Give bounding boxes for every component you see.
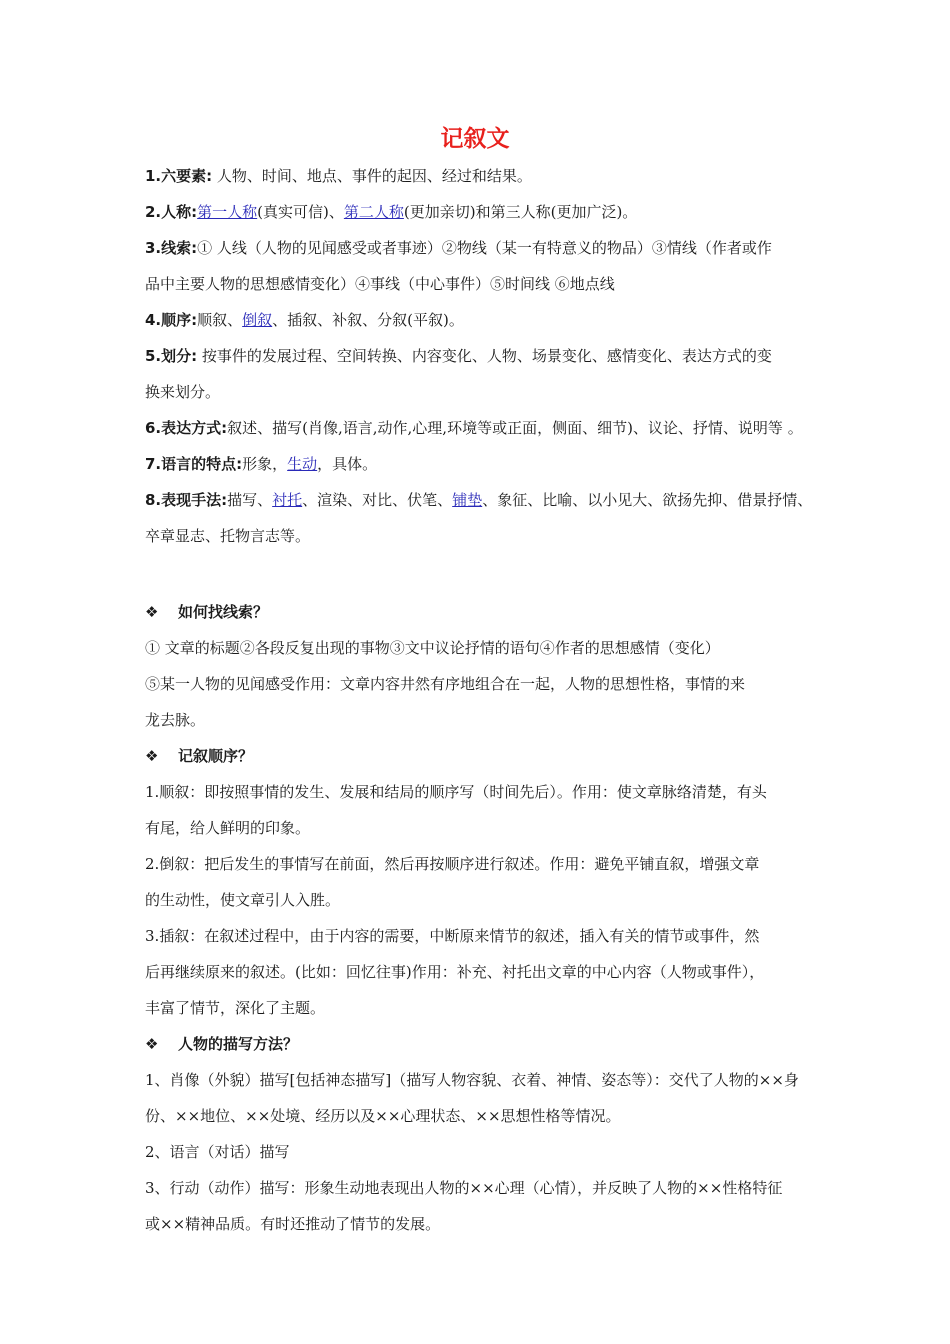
page-title: 记叙文 (440, 126, 510, 152)
paragraph-line: 丰富了情节，深化了主题。 (145, 999, 326, 1017)
character-item-1 (145, 1062, 815, 1134)
paragraph-line: 后再继续原来的叙述。(比如：回忆往事)作用：补充、衬托出文章的中心内容（人物或事件）， (145, 963, 765, 981)
link-foreshadow[interactable]: 铺垫 (452, 491, 483, 509)
point-number: 1. (145, 167, 162, 185)
point-number: 8. (145, 491, 162, 509)
section-heading-character (145, 1026, 815, 1062)
point-technique (145, 482, 815, 554)
section-heading-clues (145, 594, 815, 630)
point-key: 表达方式: (161, 419, 228, 437)
point-division (145, 338, 815, 410)
point-clue (145, 230, 815, 302)
point-text: 、插叙、补叙、分叙(平叙)。 (272, 311, 464, 329)
point-text: 卒章显志、托物言志等。 (145, 527, 311, 545)
point-text: 、象征、比喻、以小见大、欲扬先抑、借景抒情、 (482, 491, 813, 509)
paragraph-line: 份、××地位、××处境、经历以及××心理状态、××思想性格等情况。 (145, 1107, 621, 1125)
paragraph-line: ① 文章的标题②各段反复出现的事物③文中议论抒情的语句④作者的思想感情（变化） (145, 639, 720, 657)
point-text: 换来划分。 (145, 383, 221, 401)
paragraph-line: 3.插叙：在叙述过程中，由于内容的需要，中断原来情节的叙述，插入有关的情节或事件，然 (145, 927, 760, 945)
point-number: 3. (145, 239, 162, 257)
point-text: 按事件的发展过程、空间转换、内容变化、人物、场景变化、感情变化、表达方式的变 (197, 347, 772, 365)
point-text: 叙述、描写(肖像,语言,动作,心理,环境等或正面，侧面、细节)、议论、抒情、说明等 。 (227, 419, 803, 437)
point-text: ，具体。 (317, 455, 378, 473)
point-person (145, 194, 815, 230)
point-text: (更加亲切)和第三人称(更加广泛)。 (403, 203, 638, 221)
paragraph-line: 的生动性，使文章引人入胜。 (145, 891, 341, 909)
link-second-person[interactable]: 第二人称 (343, 203, 404, 221)
order-item-2 (145, 846, 815, 918)
point-number: 4. (145, 311, 162, 329)
section-heading-order (145, 738, 815, 774)
paragraph-line: 3、行动（动作）描写：形象生动地表现出人物的××心理（心情），并反映了人物的××性格特征 (145, 1179, 783, 1197)
paragraph-line: 1.顺叙：即按照事情的发生、发展和结局的顺序写（时间先后）。作用：使文章脉络清楚，有头 (145, 783, 767, 801)
point-key: 六要素: (161, 167, 213, 185)
character-item-2 (145, 1134, 815, 1170)
paragraph-line: 1、肖像（外貌）描写[包括神态描写]（描写人物容貌、衣着、神情、姿态等）：交代了人物的××身 (145, 1071, 799, 1089)
point-text: 描写、 (227, 491, 273, 509)
order-item-3 (145, 918, 815, 1026)
point-key: 语言的特点: (161, 455, 243, 473)
point-key: 线索: (161, 239, 198, 257)
point-key: 顺序: (161, 311, 198, 329)
point-key: 表现手法: (161, 491, 228, 509)
paragraph-line: ⑤某一人物的见闻感受作用：文章内容井然有序地组合在一起，人物的思想性格，事情的来 (145, 675, 746, 693)
point-elements (145, 158, 815, 194)
diamond-bullet-icon: ❖ (145, 1035, 159, 1053)
point-key: 人称: (161, 203, 198, 221)
document-body (145, 158, 815, 1242)
link-contrast[interactable]: 衬托 (272, 491, 303, 509)
paragraph-line: 有尾，给人鲜明的印象。 (145, 819, 311, 837)
link-flashback[interactable]: 倒叙 (242, 311, 273, 329)
point-text: 、渲染、对比、伏笔、 (302, 491, 453, 509)
point-text: (真实可信)、 (257, 203, 344, 221)
paragraph-line: 2.倒叙：把后发生的事情写在前面，然后再按顺序进行叙述。作用：避免平铺直叙，增强文章 (145, 855, 760, 873)
point-text: 品中主要人物的思想感情变化）④事线（中心事件）⑤时间线 ⑥地点线 (145, 275, 615, 293)
section-heading-text: 人物的描写方法？ (178, 1035, 299, 1053)
character-item-3 (145, 1170, 815, 1242)
section-heading-text: 如何找线索？ (178, 603, 269, 621)
spacer (145, 554, 815, 594)
paragraph-line: 2、语言（对话）描写 (145, 1143, 290, 1161)
link-vivid[interactable]: 生动 (287, 455, 318, 473)
paragraph-line: 或××精神品质。有时还推动了情节的发展。 (145, 1215, 441, 1233)
point-text: 人物、时间、地点、事件的起因、经过和结果。 (212, 167, 532, 185)
diamond-bullet-icon: ❖ (145, 603, 159, 621)
point-order (145, 302, 815, 338)
point-text: 形象， (242, 455, 288, 473)
point-key: 划分: (161, 347, 198, 365)
paragraph-line: 龙去脉。 (145, 711, 206, 729)
clues-paragraph (145, 630, 815, 738)
point-text: ① 人线（人物的见闻感受或者事迹）②物线（某一有特意义的物品）③情线（作者或作 (197, 239, 772, 257)
point-expression (145, 410, 815, 446)
point-number: 6. (145, 419, 162, 437)
section-heading-text: 记叙顺序？ (178, 747, 254, 765)
point-number: 5. (145, 347, 162, 365)
point-text: 顺叙、 (197, 311, 243, 329)
point-number: 7. (145, 455, 162, 473)
point-number: 2. (145, 203, 162, 221)
diamond-bullet-icon: ❖ (145, 747, 159, 765)
point-language (145, 446, 815, 482)
order-item-1 (145, 774, 815, 846)
link-first-person[interactable]: 第一人称 (197, 203, 258, 221)
